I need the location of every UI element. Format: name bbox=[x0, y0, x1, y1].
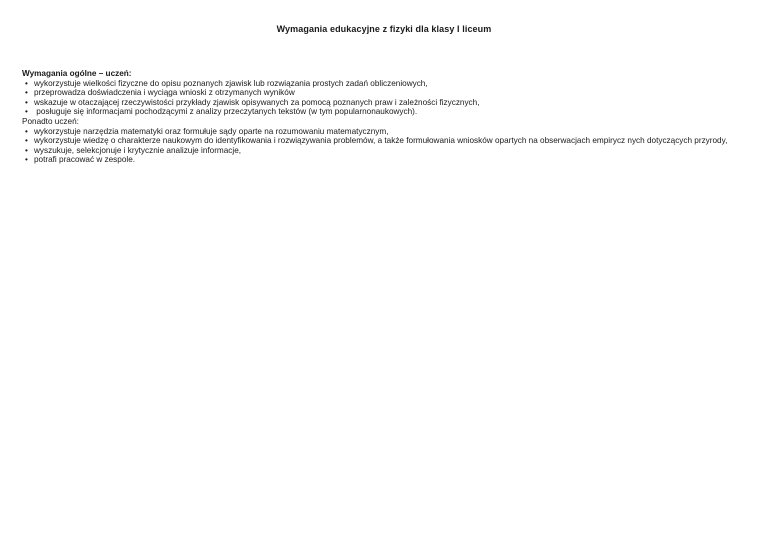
list-item: • wykorzystuje wiedzę o charakterze naukowym do identyfikowania i rozwiązywania problemów, a także formułowania wniosków opartych na obserwacjach empirycz nych dotyczących przyrody, bbox=[22, 136, 742, 146]
list-item: • wykorzystuje narzędzia matematyki oraz formułuje sądy oparte na rozumowaniu matematycznym, bbox=[22, 127, 742, 137]
list-item: • potrafi pracować w zespole. bbox=[22, 155, 742, 165]
general-requirements-heading: Wymagania ogólne – uczeń: bbox=[22, 69, 132, 78]
additional-heading: Ponadto uczeń: bbox=[22, 116, 79, 126]
document-title: Wymagania edukacyjne z fizyki dla klasy I liceum bbox=[276, 24, 492, 34]
document-content bbox=[22, 69, 742, 165]
list-item: • wskazuje w otaczającej rzeczywistości przykłady zjawisk opisywanych za pomocą poznanych praw i zależności fizycznych, bbox=[22, 98, 742, 108]
list-item: • wykorzystuje wielkości fizyczne do opisu poznanych zjawisk lub rozwiązania prostych zadań obliczeniowych, bbox=[22, 79, 742, 89]
additional-list bbox=[22, 127, 742, 165]
general-requirements-list bbox=[22, 79, 742, 117]
list-item: • przeprowadza doświadczenia i wyciąga wnioski z otrzymanych wyników bbox=[22, 88, 742, 98]
list-item: • wyszukuje, selekcjonuje i krytycznie analizuje informacje, bbox=[22, 146, 742, 156]
list-item: • posługuje się informacjami pochodzącymi z analizy przeczytanych tekstów (w tym popularnonaukowych). bbox=[22, 107, 742, 117]
